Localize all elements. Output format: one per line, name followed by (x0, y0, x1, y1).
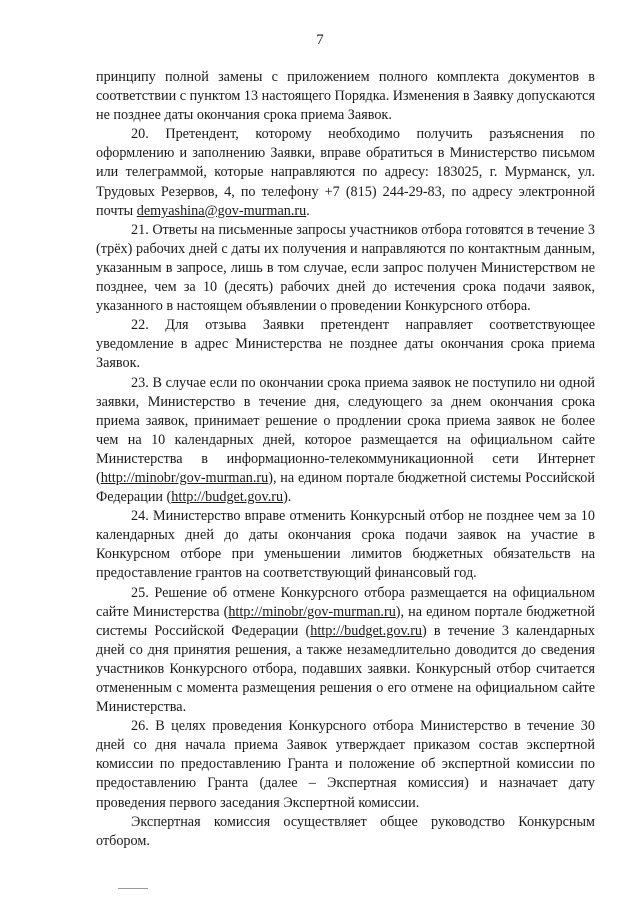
ministry-site-link[interactable]: http://minobr/gov-murman.ru (100, 469, 269, 486)
footer-divider (118, 888, 148, 889)
paragraph-25-middle: ), на едином портале бюджетной системы Российской Федерации ( (96, 603, 596, 639)
paragraph-23-end: ). (283, 489, 292, 506)
document-body (96, 68, 595, 851)
paragraph-continuation: принципу полной замены с приложением полного комплекта документов в соответствии с пунктом 13 настоящего Порядка. Изменения в Заявку допускаются не позднее даты окончания срока приема Заявок. (96, 69, 595, 124)
budget-portal-link[interactable]: http://budget.gov.ru (171, 489, 284, 506)
paragraph-20 (96, 125, 595, 220)
paragraph-25 (96, 584, 595, 718)
ministry-site-link[interactable]: http://minobr/gov-murman.ru (228, 603, 396, 620)
paragraph-20-text: 20. Претендент, которому необходимо получить разъяснения по оформлению и заполнению Заявки, вправе обратиться в Министерство письмом или телеграммой, которые направляются по адресу: 183025, г. Мурманск, ул. Трудовых Резервов, 4, по телефону +7 (815) 244-29-83, по адресу электронной почты (96, 126, 595, 219)
paragraph-23-text: 23. В случае если по окончании срока приема заявок не поступило ни одной заявки, Министерство в течение дня, следующего за днем окончания срока приема заявок, принимает решение о продлении срока приема заявок не более чем на 10 календарных дней, которое размещается на официальном сайте Министерства в информационно-телекоммуникационной сети Интернет ( (96, 374, 595, 486)
paragraph-23-middle: ), на едином портале бюджетной системы Российской Федерации ( (96, 469, 595, 506)
paragraph-26: 26. В целях проведения Конкурсного отбора Министерство в течение 30 дней со дня начала приема Заявок утверждает приказом состав экспертной комиссии по предоставлению Гранта и положение об экспертной комиссии по предоставлению Гранта (далее – Экспертная комиссия) и назначает дату проведения первого заседания Экспертной комиссии. (96, 718, 595, 811)
paragraph-25-text: 25. Решение об отмене Конкурсного отбора размещается на официальном сайте Министерства ( (96, 584, 595, 620)
budget-portal-link[interactable]: http://budget.gov.ru (310, 622, 423, 639)
paragraph-25-end: ) в течение 3 календарных дней со дня принятия решения, а также незамедлительно доводится до сведения участников Конкурсного отбора, подавших заявки. Конкурсный отбор считается отмененным с момента размещения решения о его отмене на официальном сайте Министерства. (96, 622, 595, 716)
paragraph-21: 21. Ответы на письменные запросы участников отбора готовятся в течение 3 (трёх) рабочих дней с даты их получения и направляются по контактным данным, указанным в запросе, лишь в том случае, если запрос получен Министерством не позднее, чем за 10 (десять) рабочих дней до истечения срока подачи заявок, указанного в настоящем объявлении о проведении Конкурсного отбора. (96, 221, 595, 315)
paragraph-27: Экспертная комиссия осуществляет общее руководство Конкурсным отбором. (96, 813, 595, 849)
page-number: 7 (316, 32, 324, 48)
paragraph-22: 22. Для отзыва Заявки претендент направляет соответствующее уведомление в адрес Министерства не позднее даты окончания срока приема Заявок. (96, 317, 595, 372)
paragraph-23 (96, 374, 595, 508)
paragraph-20-end: . (306, 202, 310, 219)
paragraph-24: 24. Министерство вправе отменить Конкурсный отбор не позднее чем за 10 календарных дней до даты окончания срока подачи заявок на участие в Конкурсном отборе при уменьшении лимитов бюджетных обязательств на предоставление грантов на соответствующий финансовый год. (96, 508, 595, 582)
email-link[interactable]: demyashina@gov-murman.ru (136, 202, 307, 219)
